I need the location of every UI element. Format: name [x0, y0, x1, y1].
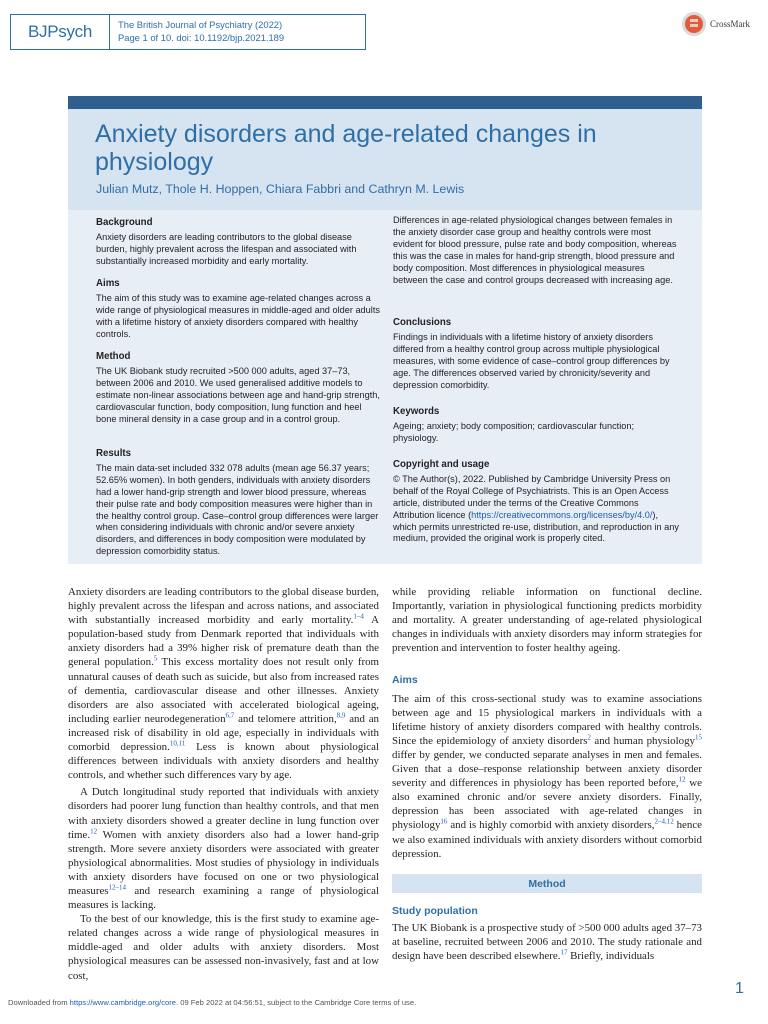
abstract-text: The UK Biobank study recruited >500 000 adults, aged 37–73, between 2006 and 2010. We used generalised additive models to estimate non-linear associations between age and hand-grip strength, cardiovascular function, body composition, lung function and heel bone mineral density in a case group and in a control group. — [96, 365, 380, 424]
body-right-column — [392, 585, 702, 861]
body-paragraph: Anxiety disorders are leading contributors to the global disease burden, highly prevalent across the lifespan and across nations, and associated with substantially increased morbidity and early mortality.$^{1-4}$ A population-based study from Denmark reported that individuals with anxiety disorders had a 39% higher risk of premature death than the general population.$^5$ This excess mortality does not result only from unnatural causes of death such as suicide, but also from increased rates of dementia, cardiovascular disease and other illnesses. Anxiety disorders are also associated with accelerated biological ageing, including earlier neurodegeneration$^{6,7}$ and telomere attrition,$^{8,9}$ and an increased risk of disability in old age, especially in individuals with comorbid depression.$^{10,11}$ Less is known about physiological differences between individuals with anxiety disorders and healthy controls, and whether such differences vary by age. — [68, 586, 379, 782]
abstract-heading: Background — [96, 217, 153, 228]
abstract-heading: Conclusions — [393, 317, 452, 328]
crossmark-label: CrossMark — [710, 19, 750, 29]
abstract-heading: Copyright and usage — [393, 459, 490, 470]
citation-link[interactable]: 15 — [694, 733, 702, 742]
abstract-method — [96, 351, 384, 425]
citation-link[interactable]: 12–14 — [108, 883, 127, 892]
citation-link[interactable]: 2–4,12 — [654, 817, 674, 826]
citation-link[interactable]: 12 — [678, 775, 686, 784]
abstract-text: Differences in age-related physiological changes between females in the anxiety disorder case group and healthy controls were most evident for blood pressure, pulse rate and body composition, whereas this was the case in males for hand-grip strength, blood pressure and body composition. Most differences in physiological measures between the case and control groups decreased with increasing age. — [393, 215, 677, 285]
abstract-aims — [96, 278, 384, 341]
abstract-background — [96, 217, 384, 268]
citation-link[interactable]: 8,9 — [336, 711, 346, 720]
license-link[interactable]: https://creativecommons.org/licenses/by/4.0/ — [471, 509, 653, 520]
abstract-copyright — [393, 459, 679, 545]
abstract-heading: Aims — [96, 278, 120, 289]
body-paragraph: while providing reliable information on functional decline. Importantly, variation in physiological functioning predicts morbidity and mortality. A greater understanding of age-related physiological changes in individuals with anxiety disorders may inform strategies for prevention and intervention to foster healthy ageing. — [392, 586, 703, 655]
abstract-conclusions — [393, 317, 679, 391]
article-authors: Julian Mutz, Thole H. Hoppen, Chiara Fabbri and Cathryn M. Lewis — [96, 182, 465, 196]
journal-citation — [118, 18, 284, 44]
abstract-results-continued — [393, 215, 679, 286]
body-paragraph: The UK Biobank is a prospective study of >500 000 adults aged 37–73 at baseline, recruited between 2006 and 2010. The study rationale and design have been described elsewhere.$^{17}$ Briefly, individuals — [392, 922, 702, 963]
body-left-column — [68, 585, 379, 983]
study-population-section — [392, 904, 702, 963]
journal-header — [10, 14, 366, 50]
journal-name: The British Journal of Psychiatry — [118, 19, 256, 30]
crossmark-icon — [681, 11, 707, 37]
citation-link[interactable]: 5 — [153, 654, 158, 663]
abstract-top-bar — [68, 96, 702, 109]
abstract-keywords — [393, 406, 679, 445]
abstract-text: The main data-set included 332 078 adults (mean age 56.37 years; 52.65% women). In both genders, individuals with anxiety disorders had a lower hand-grip strength and lower blood pressure, whereas their pulse rate and body composition measures were higher than in the healthy control group. Case–control group differences were larger when considering individuals with chronic and/or severe anxiety disorders, and differences in body composition were modulated by depression comorbidity status. — [96, 462, 379, 557]
subsection-heading: Study population — [392, 905, 478, 917]
citation-link[interactable]: 17 — [560, 948, 568, 957]
citation-link[interactable]: 16 — [440, 817, 448, 826]
abstract-results — [96, 448, 384, 558]
abstract-heading: Method — [96, 351, 131, 362]
section-heading-method: Method — [392, 874, 702, 893]
journal-logo: BJPsych — [11, 15, 110, 49]
citation-link[interactable]: 10,11 — [169, 739, 186, 748]
section-heading-aims: Aims — [392, 674, 418, 687]
crossmark-badge[interactable] — [681, 10, 750, 38]
copyright-text-end: ), which permits unrestricted re-use, distribution, and reproduction in any medium, provided the original work is properly cited. — [393, 509, 679, 544]
abstract-text: Findings in individuals with a lifetime history of anxiety disorders differed from a healthy control group across multiple physiological measures, with some evidence of case–control group differences by age. The differences observed varied by chronicity/severity and depression comorbidity. — [393, 331, 670, 390]
cambridge-core-link[interactable]: https://www.cambridge.org/core — [69, 998, 176, 1007]
citation-link[interactable]: 6,7 — [225, 711, 235, 720]
download-footer: Downloaded from https://www.cambridge.org/core. 09 Feb 2022 at 04:56:51, subject to the Cambridge Core terms of use. — [8, 998, 417, 1007]
page-number: 1 — [735, 980, 744, 997]
abstract-heading: Keywords — [393, 406, 440, 417]
abstract-text — [393, 474, 679, 545]
page-doi: Page 1 of 10. doi: 10.1192/bjp.2021.189 — [118, 32, 285, 43]
abstract-text: Ageing; anxiety; body composition; cardiovascular function; physiology. — [393, 420, 635, 443]
citation-link[interactable]: 12 — [90, 826, 98, 835]
body-paragraph: The aim of this cross-sectional study was to examine associations between age and 15 physiological markers in individuals with a lifetime history of anxiety disorders compared with healthy controls. Since the epidemiology of anxiety disorders$^2$ and human physiology$^{15}$ differ by gender, we conducted separate analyses in men and females. Given that a dose–response relationship between anxiety disorder severity and differences in physiology has been reported before,$^{12}$ we also examined chronic and/or severe anxiety disorders. Finally, depression has been associated with age-related changes in physiology$^{16}$ and is highly comorbid with anxiety disorders,$^{2-4,12}$ hence we also examined individuals with anxiety disorders without comorbid depression. — [392, 692, 702, 860]
copyright-text: © The Author(s), 2022. Published by Cambridge University Press on behalf of the Royal College of Psychiatrists. This is an Open Access article, distributed under the terms of the Creative Commons Attribution licence ( — [393, 473, 671, 520]
body-paragraph: A Dutch longitudinal study reported that individuals with anxiety disorders had poorer lung function than healthy controls, and that men with anxiety disorders showed a greater decline in lung function over time.$^{12}$ Women with anxiety disorders also had a lower hand-grip strength. More severe anxiety disorders were associated with greater physiological abnormalities. Most studies of physiology in individuals with anxiety disorders have focused on one or two physiological measures$^{12-14}$ and research examining a range of physiological measures is lacking. — [68, 786, 379, 912]
journal-year: (2022) — [255, 19, 283, 30]
citation-link[interactable]: 1–4 — [353, 612, 364, 621]
abstract-text: Anxiety disorders are leading contributors to the global disease burden, highly prevalent across the lifespan and associated with substantially increased morbidity and early mortality. — [96, 231, 357, 266]
abstract-heading: Results — [96, 448, 131, 459]
citation-link[interactable]: 2 — [587, 733, 591, 742]
body-paragraph: To the best of our knowledge, this is the first study to examine age-related changes across a wide range of physiological measures in middle-aged and older adults with anxiety disorders. Most physiological measures can be assessed non-invasively, fast and at low cost, — [68, 913, 379, 982]
article-title: Anxiety disorders and age-related changes in physiology — [95, 120, 597, 176]
abstract-text: The aim of this study was to examine age-related changes across a wide range of physiological measures in middle-aged and older adults with a lifetime history of anxiety disorders compared with healthy controls. — [96, 292, 380, 339]
